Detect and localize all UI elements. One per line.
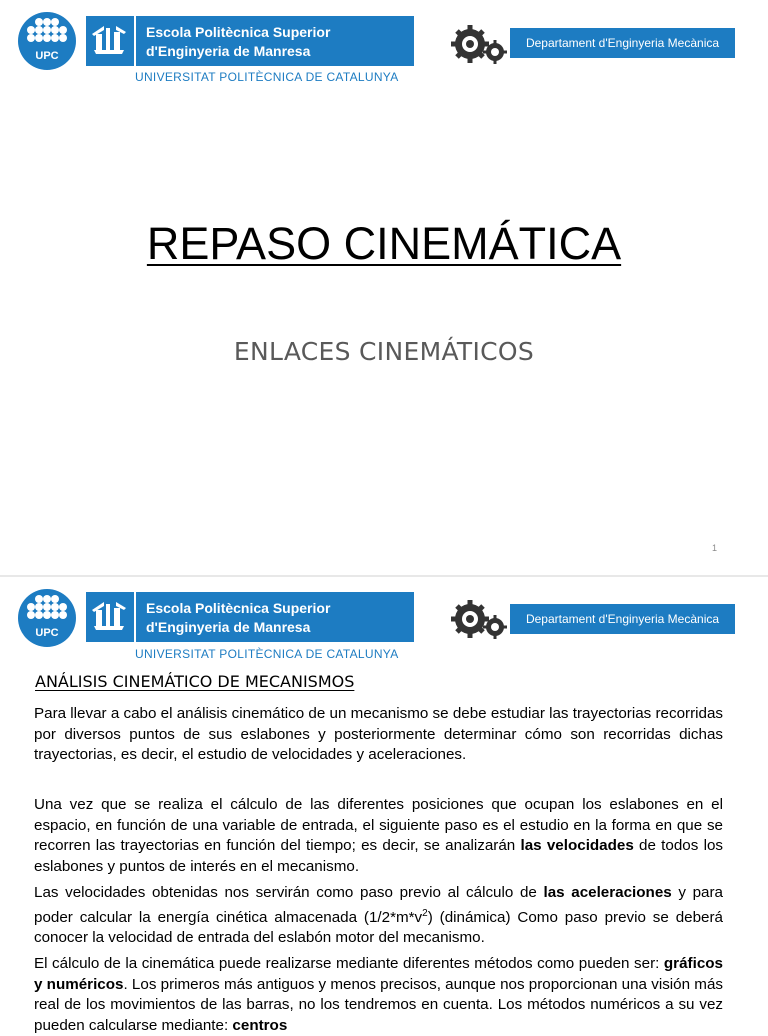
paragraph-1: Para llevar a cabo el análisis cinemático de un mecanismo se debe estudiar las trayectorias recorridas por diversos puntos de sus eslabones y posteriormente determinar cómo son recorridas dichas trayectorias, es decir, el estudio de velocidades y aceleraciones. <box>34 705 723 763</box>
p4-text-c: . Los primeros más antiguos y menos precisos, aunque nos proporcionan una visión más real de los movimientos de las barras, no los tendremos en cuenta. Los métodos numéricos a su vez pueden calcularse mediante: <box>34 975 723 1034</box>
school-building-icon <box>86 16 136 66</box>
school-building-icon <box>86 592 136 642</box>
department-banner: Departament d'Enginyeria Mecànica <box>510 28 735 58</box>
school-name-line2: d'Enginyeria de Manresa <box>146 619 311 635</box>
paragraph-2 <box>34 795 723 877</box>
school-banner <box>86 592 414 642</box>
school-name-line1: Escola Politècnica Superior <box>146 600 331 616</box>
upc-logo <box>18 12 76 70</box>
upc-label: UPC <box>35 627 59 639</box>
p3-text-c: y para poder calcular la energía cinética almacenada (1/2*m*v <box>34 884 723 926</box>
gear-icon <box>448 597 508 641</box>
page-number: 1 <box>712 543 718 553</box>
p4-text-a: El cálculo de la cinemática puede realizarse mediante diferentes métodos como pueden ser: <box>34 955 664 972</box>
slide-title <box>0 218 768 270</box>
p2-text-a: Una vez que se realiza el cálculo de las diferentes posiciones que ocupan los eslabones en el espacio, en función de una variable de entrada, el siguiente paso es el estudio en la forma en que se recorren las trayectorias en función del tiempo; es decir, se analizarán <box>34 796 723 854</box>
slide-subtitle: ENLACES CINEMÁTICOS <box>233 337 535 366</box>
university-name: UNIVERSITAT POLITÈCNICA DE CATALUNYA <box>135 647 399 661</box>
school-name-line1: Escola Politècnica Superior <box>146 24 331 40</box>
p4-bold-2: centros <box>232 1016 288 1034</box>
school-banner <box>86 16 414 66</box>
gear-icon <box>448 22 508 66</box>
school-name-line2: d'Enginyeria de Manresa <box>146 43 311 59</box>
p3-superscript: 2 <box>422 907 428 919</box>
slide-title-text: REPASO CINEMÁTICA <box>146 218 622 269</box>
university-name: UNIVERSITAT POLITÈCNICA DE CATALUNYA <box>135 70 399 84</box>
p3-text-d: ) (dinámica) Como paso previo se deberá conocer la velocidad de entrada del eslabón motor del mecanismo. <box>34 908 723 947</box>
p4-bold-1: gráficos y numéricos <box>34 955 723 993</box>
p2-bold: las velocidades <box>520 837 634 854</box>
paragraph-4 <box>34 954 723 1036</box>
slide-2 <box>0 577 768 1034</box>
department-banner: Departament d'Enginyeria Mecànica <box>510 604 735 634</box>
section-title: ANÁLISIS CINEMÁTICO DE MECANISMOS <box>35 672 355 691</box>
paragraph-3 <box>34 883 723 949</box>
upc-logo <box>18 589 76 647</box>
p2-text-c: de todos los eslabones y puntos de interés en el mecanismo. <box>34 837 723 875</box>
p3-text-a: Las velocidades obtenidas nos servirán como paso previo al cálculo de <box>34 884 544 901</box>
upc-label: UPC <box>35 50 59 62</box>
p3-bold: las aceleraciones <box>543 884 672 901</box>
